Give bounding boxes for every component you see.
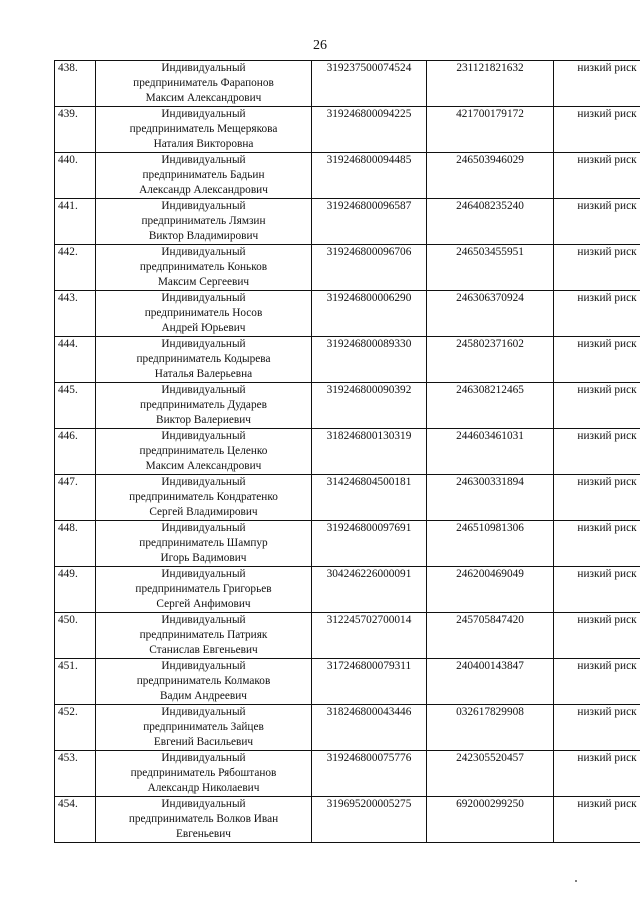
ogrn-cell: 319246800094485	[312, 153, 427, 199]
inn-cell: 242305520457	[427, 751, 554, 797]
name-line-1: Индивидуальный	[161, 476, 246, 488]
ogrn-cell: 319246800096706	[312, 245, 427, 291]
row-number: 444.	[55, 337, 96, 383]
name-line-3: Максим Сергеевич	[157, 276, 250, 288]
entrepreneur-name	[96, 107, 312, 153]
inn-cell: 246200469049	[427, 567, 554, 613]
entrepreneur-name	[96, 475, 312, 521]
table-row	[55, 61, 640, 107]
risk-category-cell: низкий риск	[554, 659, 640, 705]
ogrn-cell: 312245702700014	[312, 613, 427, 659]
name-line-1: Индивидуальный	[161, 614, 246, 626]
entrepreneur-name	[96, 337, 312, 383]
table-row	[55, 291, 640, 337]
name-line-1: Индивидуальный	[161, 62, 246, 74]
risk-category-cell: низкий риск	[554, 383, 640, 429]
row-number: 449.	[55, 567, 96, 613]
ogrn-cell: 319246800094225	[312, 107, 427, 153]
name-line-1: Индивидуальный	[161, 798, 246, 810]
entrepreneur-name	[96, 429, 312, 475]
table-row	[55, 659, 640, 705]
table-row	[55, 383, 640, 429]
ogrn-cell: 319246800075776	[312, 751, 427, 797]
inn-cell: 246408235240	[427, 199, 554, 245]
name-line-3: Андрей Юрьевич	[161, 322, 246, 334]
row-number: 438.	[55, 61, 96, 107]
name-line-2: предприниматель Рябоштанов	[130, 767, 277, 779]
entrepreneur-name	[96, 613, 312, 659]
registry-table-body	[55, 61, 640, 843]
inn-cell: 246503946029	[427, 153, 554, 199]
name-line-2: предприниматель Патрияк	[139, 629, 268, 641]
inn-cell: 692000299250	[427, 797, 554, 843]
entrepreneur-name	[96, 61, 312, 107]
ogrn-cell: 319246800097691	[312, 521, 427, 567]
name-line-3: Сергей Владимирович	[149, 506, 258, 518]
entrepreneur-name	[96, 705, 312, 751]
ogrn-cell: 317246800079311	[312, 659, 427, 705]
row-number: 450.	[55, 613, 96, 659]
name-line-1: Индивидуальный	[161, 246, 246, 258]
risk-category-cell: низкий риск	[554, 245, 640, 291]
name-line-2: предприниматель Григорьев	[135, 583, 272, 595]
row-number: 453.	[55, 751, 96, 797]
ogrn-cell: 319246800090392	[312, 383, 427, 429]
table-row	[55, 475, 640, 521]
name-line-1: Индивидуальный	[161, 660, 246, 672]
name-line-2: предприниматель Колмаков	[136, 675, 271, 687]
table-row	[55, 797, 640, 843]
risk-category-cell: низкий риск	[554, 429, 640, 475]
table-row	[55, 613, 640, 659]
table-row	[55, 521, 640, 567]
table-row	[55, 153, 640, 199]
page-number: 26	[313, 38, 327, 53]
row-number: 443.	[55, 291, 96, 337]
name-line-1: Индивидуальный	[161, 568, 246, 580]
name-line-2: предприниматель Целенко	[139, 445, 268, 457]
risk-category-cell: низкий риск	[554, 797, 640, 843]
name-line-3: Наталья Валерьевна	[154, 368, 253, 380]
name-line-2: предприниматель Фарапонов	[133, 77, 274, 89]
ogrn-cell: 318246800043446	[312, 705, 427, 751]
risk-category-cell: низкий риск	[554, 567, 640, 613]
risk-category-cell: низкий риск	[554, 475, 640, 521]
name-line-2: предприниматель Коньков	[139, 261, 268, 273]
risk-category-cell: низкий риск	[554, 291, 640, 337]
ogrn-cell: 314246804500181	[312, 475, 427, 521]
name-line-2: предприниматель Зайцев	[143, 721, 264, 733]
table-row	[55, 429, 640, 475]
name-line-2: предприниматель Кондратенко	[129, 491, 278, 503]
registry-table	[54, 60, 640, 843]
ogrn-cell: 304246226000091	[312, 567, 427, 613]
name-line-3: Вадим Андреевич	[159, 690, 247, 702]
entrepreneur-name	[96, 521, 312, 567]
name-line-2: предприниматель Бадьин	[142, 169, 265, 181]
row-number: 440.	[55, 153, 96, 199]
inn-cell: 246300331894	[427, 475, 554, 521]
name-line-1: Индивидуальный	[161, 752, 246, 764]
inn-cell: 240400143847	[427, 659, 554, 705]
name-line-2: предприниматель Дударев	[140, 399, 267, 411]
row-number: 451.	[55, 659, 96, 705]
entrepreneur-name	[96, 797, 312, 843]
name-line-2: предприниматель Кодырева	[136, 353, 271, 365]
inn-cell: 246306370924	[427, 291, 554, 337]
inn-cell: 032617829908	[427, 705, 554, 751]
name-line-1: Индивидуальный	[161, 706, 246, 718]
name-line-2: предприниматель Лямзин	[141, 215, 266, 227]
inn-cell: 245705847420	[427, 613, 554, 659]
row-number: 441.	[55, 199, 96, 245]
entrepreneur-name	[96, 153, 312, 199]
name-line-3: Александр Николаевич	[147, 782, 260, 794]
risk-category-cell: низкий риск	[554, 751, 640, 797]
name-line-3: Виктор Валериевич	[156, 414, 251, 426]
risk-category-cell: низкий риск	[554, 153, 640, 199]
risk-category-cell: низкий риск	[554, 613, 640, 659]
table-row	[55, 567, 640, 613]
name-line-2: предприниматель Носов	[144, 307, 263, 319]
row-number: 447.	[55, 475, 96, 521]
inn-cell: 244603461031	[427, 429, 554, 475]
name-line-3: Евгений Васильевич	[153, 736, 254, 748]
table-row	[55, 751, 640, 797]
name-line-3: Максим Александрович	[145, 460, 262, 472]
name-line-1: Индивидуальный	[161, 522, 246, 534]
table-row	[55, 705, 640, 751]
name-line-3: Максим Александрович	[145, 92, 262, 104]
entrepreneur-name	[96, 659, 312, 705]
name-line-1: Индивидуальный	[161, 430, 246, 442]
name-line-3: Евгеньевич	[175, 828, 231, 840]
inn-cell: 246510981306	[427, 521, 554, 567]
row-number: 448.	[55, 521, 96, 567]
scan-speck	[575, 880, 577, 882]
inn-cell: 421700179172	[427, 107, 554, 153]
risk-category-cell: низкий риск	[554, 337, 640, 383]
entrepreneur-name	[96, 567, 312, 613]
risk-category-cell: низкий риск	[554, 521, 640, 567]
table-row	[55, 199, 640, 245]
entrepreneur-name	[96, 751, 312, 797]
name-line-1: Индивидуальный	[161, 384, 246, 396]
name-line-2: предприниматель Волков Иван	[128, 813, 279, 825]
inn-cell: 246308212465	[427, 383, 554, 429]
row-number: 439.	[55, 107, 96, 153]
row-number: 446.	[55, 429, 96, 475]
name-line-3: Станислав Евгеньевич	[149, 644, 258, 656]
risk-category-cell: низкий риск	[554, 107, 640, 153]
table-row	[55, 245, 640, 291]
name-line-2: предприниматель Шампур	[139, 537, 268, 549]
ogrn-cell: 319246800006290	[312, 291, 427, 337]
name-line-1: Индивидуальный	[161, 200, 246, 212]
ogrn-cell: 319695200005275	[312, 797, 427, 843]
name-line-3: Александр Александрович	[139, 184, 268, 196]
inn-cell: 245802371602	[427, 337, 554, 383]
ogrn-cell: 319246800096587	[312, 199, 427, 245]
entrepreneur-name	[96, 291, 312, 337]
ogrn-cell: 318246800130319	[312, 429, 427, 475]
ogrn-cell: 319246800089330	[312, 337, 427, 383]
name-line-1: Индивидуальный	[161, 108, 246, 120]
name-line-2: предприниматель Мещерякова	[129, 123, 278, 135]
row-number: 442.	[55, 245, 96, 291]
name-line-1: Индивидуальный	[161, 154, 246, 166]
entrepreneur-name	[96, 245, 312, 291]
name-line-1: Индивидуальный	[161, 292, 246, 304]
table-row	[55, 337, 640, 383]
risk-category-cell: низкий риск	[554, 61, 640, 107]
entrepreneur-name	[96, 199, 312, 245]
inn-cell: 231121821632	[427, 61, 554, 107]
ogrn-cell: 319237500074524	[312, 61, 427, 107]
row-number: 454.	[55, 797, 96, 843]
name-line-3: Виктор Владимирович	[148, 230, 259, 242]
entrepreneur-name	[96, 383, 312, 429]
row-number: 452.	[55, 705, 96, 751]
name-line-3: Наталия Викторовна	[153, 138, 254, 150]
inn-cell: 246503455951	[427, 245, 554, 291]
name-line-1: Индивидуальный	[161, 338, 246, 350]
name-line-3: Сергей Анфимович	[156, 598, 251, 610]
table-row	[55, 107, 640, 153]
risk-category-cell: низкий риск	[554, 705, 640, 751]
name-line-3: Игорь Вадимович	[160, 552, 247, 564]
risk-category-cell: низкий риск	[554, 199, 640, 245]
row-number: 445.	[55, 383, 96, 429]
